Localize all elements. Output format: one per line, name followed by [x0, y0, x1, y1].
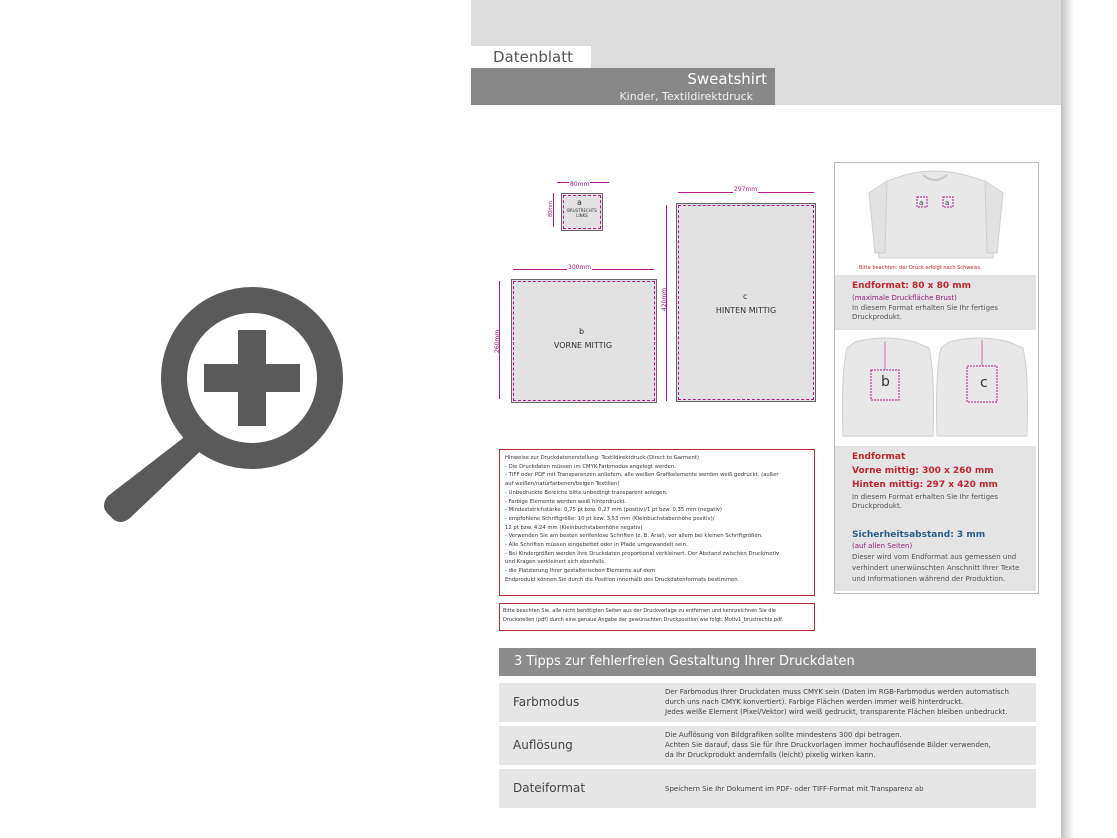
note-line: - Farbige Elemente werden weiß hinterdruckt.	[505, 498, 627, 505]
note-line: - empfohlene Schriftgröße: 10 pt bzw. 3,53 mm (Kleinbuchstabenhöhe positiv)/	[505, 515, 715, 522]
tip-text-line: Die Auflösung von Bildgrafiken sollte mindestens 300 dpi betragen.	[665, 731, 902, 739]
tip-text	[665, 730, 991, 760]
shirt-c-letter: c	[980, 375, 988, 391]
tip-label: Farbmodus	[513, 695, 580, 709]
tip-text-line: Jedes weiße Element (Pixel/Vektor) wird weiß gedruckt, transparente Flächen bleiben unbedruckt.	[665, 708, 1008, 716]
note-line: - TIFF oder PDF mit Transparenzen anliefern, alle weißen Grafikelemente werden weiß gedruckt. (außer	[505, 472, 779, 479]
svg-text:a: a	[945, 199, 950, 207]
safety-sub: (auf allen Seiten)	[852, 542, 913, 550]
format2-text-2: Druckprodukt.	[852, 502, 902, 510]
tip-text-line: da Ihr Druckprodukt andernfalls (leicht) pixelig wirken kann.	[665, 751, 876, 759]
safety-text-1: Dieser wird vom Endformat aus gemessen und	[852, 553, 1017, 561]
zoom-in-icon[interactable]	[100, 270, 360, 530]
dim-a-width-label: 80mm	[570, 181, 590, 188]
dim-b-width-label: 300mm	[568, 264, 592, 271]
format2-line1: Vorne mittig: 300 x 260 mm	[852, 466, 994, 476]
note-line: 12 pt bzw. 4,24 mm (Kleinbuchstabenhöhe negativ)	[505, 524, 643, 531]
format2-text-1: In diesem Format erhalten Sie Ihr fertiges	[852, 493, 999, 501]
note-line: - Unbedruckte Bereiche bitte unbedingt transparent anlegen.	[505, 489, 668, 496]
tips-heading: 3 Tipps zur fehlerfreien Gestaltung Ihrer Druckdaten	[499, 648, 1036, 676]
area-a-letter: a	[577, 198, 582, 207]
warning-line: Bitte beachten Sie, alle nicht benötigten Seiten aus der Druckvorlage zu entfernen und kennzeichnen Sie die	[503, 608, 776, 614]
tip-text	[665, 784, 924, 794]
area-b-letter: b	[579, 327, 585, 336]
tip-text-line: durch uns nach CMYK konvertiert). Farbige Flächen werden immer weiß hinterdruckt.	[665, 698, 964, 706]
note-line: Endprodukt können Sie durch die Position innerhalb des Druckdatenformats bestimmen.	[505, 576, 740, 583]
safety-text-2: verhindert unerwünschten Anschnitt Ihrer Texte	[852, 564, 1020, 572]
format2-line2: Hinten mittig: 297 x 420 mm	[852, 480, 998, 490]
shirt-b-letter: b	[881, 374, 890, 390]
format1-text-1: In diesem Format erhalten Sie Ihr fertiges	[852, 304, 999, 312]
warning-text	[503, 607, 783, 624]
page-title: Sweatshirt	[687, 70, 767, 88]
datasheet-page	[471, 0, 1061, 838]
format1-title: Endformat: 80 x 80 mm	[852, 281, 972, 291]
tip-label: Dateiformat	[513, 781, 586, 795]
tip-row-farbmodus	[499, 683, 1036, 722]
format1-text-2: Druckprodukt.	[852, 313, 902, 321]
dim-c-height-label: 420mm	[661, 287, 669, 312]
warning-line: Druckstellen (pdf) durch eine genaue Angabe der gewünschten Druckposition wie folgt: Motiv1_brustrechts.pdf.	[503, 616, 784, 623]
page-subtitle: Kinder, Textildirektdruck	[619, 90, 753, 103]
area-c-letter: c	[743, 292, 748, 301]
sheet-shadow	[1060, 0, 1074, 838]
note-line: und Kragen verkleinert sich ebenfalls.	[505, 559, 606, 566]
note-line: auf weißen/naturfarbenen/beigen Textilien)	[505, 481, 620, 488]
dim-c-width-label: 297mm	[734, 186, 758, 193]
area-a-label: BRUSTRECHTS LINKS	[567, 208, 597, 218]
sweatshirt-front-image	[835, 163, 1036, 271]
tip-text-line: Speichern Sie Ihr Dokument im PDF- oder TIFF-Format mit Transparenz ab	[665, 785, 924, 793]
dim-a-height-label: 80mm	[548, 200, 555, 218]
tip-row-dateiformat	[499, 769, 1036, 808]
note-line: - die Platzierung Ihrer gestalterischen Elemente auf dem	[505, 568, 656, 575]
dim-c-width	[678, 192, 814, 199]
tip-text-line: Der Farbmodus Ihrer Druckdaten muss CMYK sein (Daten im RGB-Farbmodus werden automatisch	[665, 688, 1009, 696]
svg-text:a: a	[919, 199, 924, 207]
area-c-label: HINTEN MITTIG	[715, 306, 777, 315]
notes-text	[505, 454, 779, 585]
print-area-c	[676, 203, 816, 402]
note-line: - Mindeststrichstärke: 0,75 pt bzw. 0,27 mm (positiv)/1 pt bzw. 0,35 mm (negativ)	[505, 507, 722, 514]
note-line: Hinweise zur Druckdatenerstellung: Textildirektdruck (Direct to Garment)	[505, 455, 699, 461]
tip-label: Auflösung	[513, 738, 573, 752]
note-line: - Verwenden Sie am besten serifenlose Schriften (z. B. Arial), vor allem bei kleinen Schriftgrößen.	[505, 533, 763, 540]
note-line: - Alle Schriften müssen eingebettet oder in Pfade umgewandelt sein.	[505, 542, 688, 549]
area-b-label: VORNE MITTIG	[553, 341, 613, 350]
format2-title: Endformat	[852, 452, 906, 462]
note-line: - Die Druckdaten müssen im CMYK-Farbmodus angelegt werden.	[505, 463, 676, 470]
safety-title: Sicherheitsabstand: 3 mm	[852, 530, 986, 540]
datenblatt-tab: Datenblatt	[471, 46, 591, 68]
note-line: - Bei Kindergrößen werden Ihre Druckdaten proportional verkleinert. Der Abstand zwischen Druckmotiv	[505, 550, 780, 557]
dim-b-height-label: 260mm	[494, 329, 502, 354]
tip-text	[665, 687, 1009, 717]
safety-text-3: und Informationen während der Produktion.	[852, 575, 1006, 583]
tip-row-aufloesung	[499, 726, 1036, 765]
format1-sub: (maximale Druckfläche Brust)	[852, 294, 957, 302]
sweatshirt-front-back-image	[835, 332, 1036, 444]
photo-note: Bitte beachten: der Druck erfolgt nach Schweiss.	[859, 265, 982, 271]
tip-text-line: Achten Sie darauf, dass Sie für Ihre Druckvorlagen immer hochauflösende Bilder verwenden,	[665, 741, 991, 749]
